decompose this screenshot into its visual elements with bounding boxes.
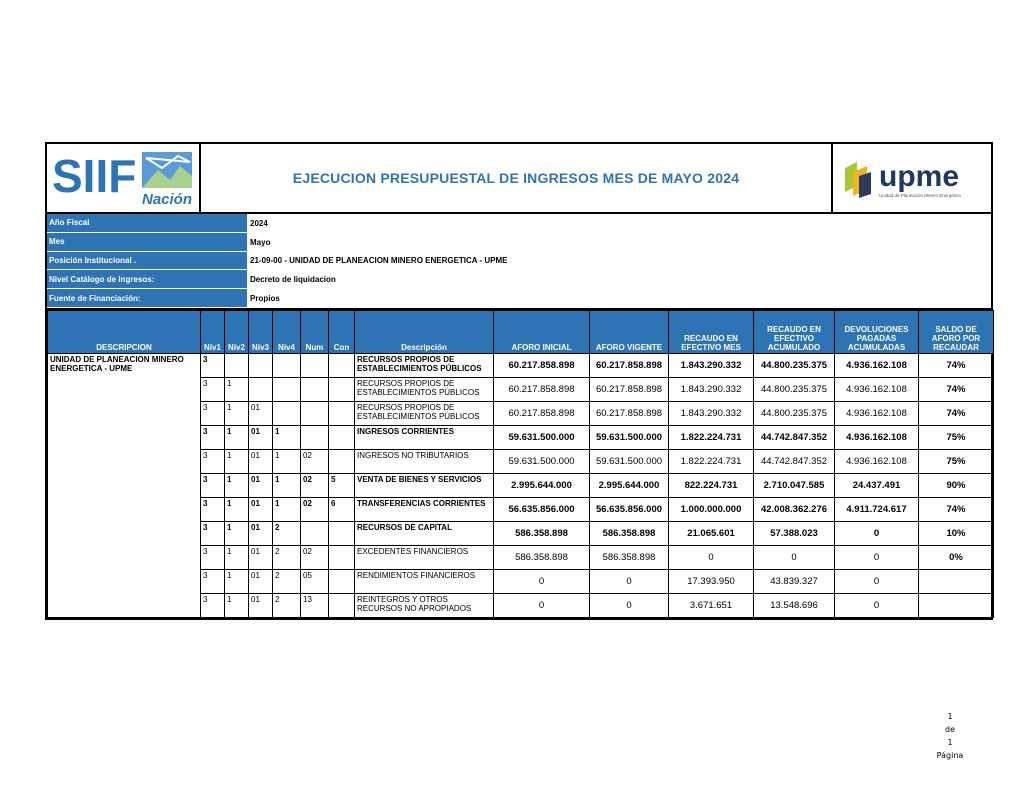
table-cell-devoluciones: 4.936.162.108 [835, 425, 919, 449]
table-cell-niv3: 01 [249, 401, 273, 425]
entity-cell [48, 593, 201, 617]
table-cell-aforo-vigente: 586.358.898 [590, 545, 669, 569]
table-cell-con [329, 593, 355, 617]
table-cell-recaudo-acum: 44.800.235.375 [754, 353, 835, 377]
table-cell-aforo-inicial: 0 [494, 569, 590, 593]
upme-logo-subtext: Unidad de Planeación Minero Energética [879, 193, 961, 198]
table-cell-niv1: 3 [201, 377, 225, 401]
table-cell-devoluciones: 4.911.724.617 [835, 497, 919, 521]
table-cell-recaudo-mes: 1.822.224.731 [669, 449, 754, 473]
meta-value: 21-09-00 - UNIDAD DE PLANEACION MINERO ENERGETICA - UPME [250, 256, 508, 266]
table-cell-recaudo-acum: 43.839.327 [754, 569, 835, 593]
table-cell-recaudo-acum: 44.742.847.352 [754, 449, 835, 473]
table-cell-num [301, 521, 329, 545]
page-number: 1 [947, 712, 953, 721]
table-row [48, 545, 994, 569]
table-cell-recaudo-acum: 0 [754, 545, 835, 569]
table-cell-aforo-vigente: 56.635.856.000 [590, 497, 669, 521]
table-cell-devoluciones: 0 [835, 569, 919, 593]
table-cell-niv2: 1 [225, 569, 249, 593]
table-cell-niv1: 3 [201, 569, 225, 593]
table-cell-desc: RECURSOS PROPIOS DE ESTABLECIMIENTOS PÚBLICOS [355, 353, 494, 377]
column-header: SALDO DE AFORO POR RECAUDAR [919, 310, 994, 353]
column-header: RECAUDO EN EFECTIVO ACUMULADO [754, 310, 835, 353]
table-cell-niv1: 3 [201, 425, 225, 449]
column-header: DESCRIPCION [48, 310, 201, 353]
table-cell-aforo-vigente: 0 [590, 569, 669, 593]
table-cell-niv2: 1 [225, 497, 249, 521]
meta-label: Posición Institucional . [47, 252, 247, 271]
table-cell-niv4: 2 [273, 593, 301, 617]
table-cell-niv4: 1 [273, 473, 301, 497]
column-header: AFORO INICIAL [494, 310, 590, 353]
meta-row-posicion [47, 252, 991, 271]
meta-value: Mayo [250, 237, 271, 247]
table-cell-con [329, 569, 355, 593]
table-cell-niv1: 3 [201, 497, 225, 521]
meta-value: 2024 [250, 218, 268, 228]
table-cell-devoluciones: 4.936.162.108 [835, 401, 919, 425]
column-header: Niv4 [273, 310, 301, 353]
table-cell-num: 13 [301, 593, 329, 617]
table-cell-recaudo-acum: 44.800.235.375 [754, 401, 835, 425]
table-cell-num [301, 425, 329, 449]
meta-row-fuente [47, 289, 991, 308]
report-metadata [47, 214, 991, 310]
table-cell-aforo-inicial: 60.217.858.898 [494, 377, 590, 401]
table-cell-con [329, 521, 355, 545]
table-cell-niv3: 01 [249, 449, 273, 473]
column-header: Niv1 [201, 310, 225, 353]
table-cell-aforo-vigente: 59.631.500.000 [590, 449, 669, 473]
meta-row-nivel [47, 270, 991, 289]
table-cell-aforo-vigente: 60.217.858.898 [590, 401, 669, 425]
page-footer [920, 710, 980, 762]
table-cell-recaudo-acum: 42.008.362.276 [754, 497, 835, 521]
table-row [48, 425, 994, 449]
entity-cell [48, 569, 201, 593]
table-cell-desc: RECURSOS DE CAPITAL [355, 521, 494, 545]
table-cell-recaudo-acum: 13.548.696 [754, 593, 835, 617]
table-cell-saldo: 74% [919, 401, 994, 425]
table-cell-con [329, 449, 355, 473]
table-cell-desc: RECURSOS PROPIOS DE ESTABLECIMIENTOS PÚBLICOS [355, 401, 494, 425]
entity-cell [48, 545, 201, 569]
table-cell-recaudo-mes: 3.671.651 [669, 593, 754, 617]
page-of-label: de [945, 725, 955, 734]
table-cell-niv4: 2 [273, 569, 301, 593]
siif-nacion-logo [47, 144, 201, 212]
table-cell-num: 05 [301, 569, 329, 593]
table-cell-desc: REINTEGROS Y OTROS RECURSOS NO APROPIADOS [355, 593, 494, 617]
table-cell-recaudo-mes: 822.224.731 [669, 473, 754, 497]
table-cell-niv4: 1 [273, 425, 301, 449]
table-cell-devoluciones: 4.936.162.108 [835, 353, 919, 377]
table-row [48, 449, 994, 473]
entity-cell [48, 377, 201, 401]
report-sheet [45, 142, 993, 620]
table-cell-niv4: 1 [273, 449, 301, 473]
table-cell-aforo-inicial: 586.358.898 [494, 521, 590, 545]
table-cell-recaudo-acum: 44.742.847.352 [754, 425, 835, 449]
table-cell-saldo: 75% [919, 425, 994, 449]
table-cell-saldo [919, 569, 994, 593]
table-cell-num: 02 [301, 497, 329, 521]
table-cell-niv2: 1 [225, 377, 249, 401]
table-cell-saldo: 75% [919, 449, 994, 473]
table-cell-aforo-vigente: 0 [590, 593, 669, 617]
upme-logo [831, 144, 991, 212]
meta-row-anio [47, 214, 991, 233]
meta-label: Mes [47, 233, 247, 252]
table-cell-aforo-inicial: 59.631.500.000 [494, 449, 590, 473]
table-cell-con [329, 353, 355, 377]
table-cell-num: 02 [301, 449, 329, 473]
column-header: Niv2 [225, 310, 249, 353]
table-cell-devoluciones: 0 [835, 593, 919, 617]
siif-logo-subtext: Nación [142, 191, 193, 208]
table-cell-aforo-inicial: 59.631.500.000 [494, 425, 590, 449]
table-cell-niv2: 1 [225, 425, 249, 449]
table-cell-niv3 [249, 353, 273, 377]
table-cell-num: 02 [301, 473, 329, 497]
entity-cell [48, 497, 201, 521]
report-title: EJECUCION PRESUPUESTAL DE INGRESOS MES DE MAYO 2024 [292, 170, 740, 186]
table-cell-niv2: 1 [225, 593, 249, 617]
table-cell-desc: RENDIMIENTOS FINANCIEROS [355, 569, 494, 593]
table-cell-saldo: 90% [919, 473, 994, 497]
table-row [48, 353, 994, 377]
entity-cell [48, 401, 201, 425]
table-cell-niv2 [225, 353, 249, 377]
table-cell-niv3 [249, 377, 273, 401]
table-cell-aforo-inicial: 2.995.644.000 [494, 473, 590, 497]
table-cell-saldo: 74% [919, 377, 994, 401]
meta-label: Año Fiscal [47, 214, 247, 233]
entity-cell [48, 473, 201, 497]
table-cell-niv4: 2 [273, 521, 301, 545]
table-cell-recaudo-acum: 57.388.023 [754, 521, 835, 545]
column-header: DEVOLUCIONES PAGADAS ACUMULADAS [835, 310, 919, 353]
table-cell-desc: VENTA DE BIENES Y SERVICIOS [355, 473, 494, 497]
table-cell-num: 02 [301, 545, 329, 569]
entity-cell [48, 449, 201, 473]
table-header-row [48, 310, 994, 353]
table-cell-niv1: 3 [201, 449, 225, 473]
meta-row-mes [47, 233, 991, 252]
table-cell-recaudo-mes: 1.000.000.000 [669, 497, 754, 521]
table-cell-recaudo-acum: 44.800.235.375 [754, 377, 835, 401]
meta-label: Nivel Catálogo de Ingresos: [47, 270, 247, 289]
table-cell-recaudo-mes: 1.843.290.332 [669, 401, 754, 425]
table-cell-niv3: 01 [249, 569, 273, 593]
table-cell-aforo-vigente: 586.358.898 [590, 521, 669, 545]
table-cell-desc: EXCEDENTES FINANCIEROS [355, 545, 494, 569]
table-cell-saldo [919, 593, 994, 617]
table-cell-desc: RECURSOS PROPIOS DE ESTABLECIMIENTOS PÚBLICOS [355, 377, 494, 401]
table-cell-niv1: 3 [201, 401, 225, 425]
table-cell-recaudo-mes: 17.393.950 [669, 569, 754, 593]
meta-value: Decreto de liquidacion [250, 275, 336, 285]
table-cell-niv4: 1 [273, 497, 301, 521]
table-row [48, 377, 994, 401]
table-row [48, 473, 994, 497]
column-header: AFORO VIGENTE [590, 310, 669, 353]
meta-value: Propios [250, 294, 280, 304]
entity-name: UNIDAD DE PLANEACION MINERO ENERGETICA - UPME [48, 353, 201, 377]
table-cell-aforo-inicial: 60.217.858.898 [494, 401, 590, 425]
table-cell-con: 6 [329, 497, 355, 521]
siif-logo-text: SIIF [52, 150, 137, 202]
table-cell-niv1: 3 [201, 473, 225, 497]
table-cell-num [301, 401, 329, 425]
column-header: Niv3 [249, 310, 273, 353]
entity-cell [48, 521, 201, 545]
column-header: RECAUDO EN EFECTIVO MES [669, 310, 754, 353]
table-cell-aforo-inicial: 60.217.858.898 [494, 353, 590, 377]
table-cell-niv2: 1 [225, 401, 249, 425]
table-cell-saldo: 74% [919, 497, 994, 521]
table-cell-recaudo-mes: 1.843.290.332 [669, 353, 754, 377]
table-cell-con [329, 377, 355, 401]
table-cell-aforo-inicial: 56.635.856.000 [494, 497, 590, 521]
table-cell-niv3: 01 [249, 425, 273, 449]
table-cell-desc: TRANSFERENCIAS CORRIENTES [355, 497, 494, 521]
table-row [48, 497, 994, 521]
table-cell-con [329, 401, 355, 425]
table-row [48, 593, 994, 617]
page-label: Página [936, 751, 964, 760]
column-header: Descripción [355, 310, 494, 353]
table-cell-niv4 [273, 377, 301, 401]
table-cell-desc: INGRESOS CORRIENTES [355, 425, 494, 449]
table-cell-saldo: 0% [919, 545, 994, 569]
report-header [47, 144, 991, 214]
table-row [48, 569, 994, 593]
table-cell-devoluciones: 24.437.491 [835, 473, 919, 497]
table-cell-niv3: 01 [249, 473, 273, 497]
table-cell-niv2: 1 [225, 521, 249, 545]
column-header: Num [301, 310, 329, 353]
income-execution-table [47, 310, 994, 618]
table-cell-aforo-vigente: 60.217.858.898 [590, 377, 669, 401]
table-cell-saldo: 10% [919, 521, 994, 545]
table-cell-niv1: 3 [201, 593, 225, 617]
table-cell-niv4 [273, 353, 301, 377]
table-cell-recaudo-mes: 1.822.224.731 [669, 425, 754, 449]
table-cell-aforo-inicial: 586.358.898 [494, 545, 590, 569]
table-cell-devoluciones: 4.936.162.108 [835, 377, 919, 401]
table-cell-niv2: 1 [225, 449, 249, 473]
table-cell-niv3: 01 [249, 545, 273, 569]
table-row [48, 521, 994, 545]
table-cell-aforo-inicial: 0 [494, 593, 590, 617]
table-cell-devoluciones: 4.936.162.108 [835, 449, 919, 473]
table-cell-niv4 [273, 401, 301, 425]
entity-cell [48, 425, 201, 449]
table-cell-niv1: 3 [201, 545, 225, 569]
table-row [48, 401, 994, 425]
page-total: 1 [947, 738, 953, 747]
table-cell-saldo: 74% [919, 353, 994, 377]
table-cell-con: 5 [329, 473, 355, 497]
table-cell-num [301, 353, 329, 377]
table-cell-num [301, 377, 329, 401]
table-cell-devoluciones: 0 [835, 545, 919, 569]
table-cell-recaudo-mes: 0 [669, 545, 754, 569]
table-cell-con [329, 545, 355, 569]
table-cell-devoluciones: 0 [835, 521, 919, 545]
table-cell-aforo-vigente: 2.995.644.000 [590, 473, 669, 497]
table-cell-niv3: 01 [249, 497, 273, 521]
table-cell-recaudo-mes: 21.065.601 [669, 521, 754, 545]
upme-logo-text: upme [879, 160, 960, 193]
table-cell-niv3: 01 [249, 593, 273, 617]
table-cell-niv4: 2 [273, 545, 301, 569]
table-cell-niv1: 3 [201, 353, 225, 377]
table-cell-con [329, 425, 355, 449]
table-cell-desc: INGRESOS NO TRIBUTARIOS [355, 449, 494, 473]
table-cell-aforo-vigente: 60.217.858.898 [590, 353, 669, 377]
table-cell-recaudo-mes: 1.843.290.332 [669, 377, 754, 401]
table-cell-recaudo-acum: 2.710.047.585 [754, 473, 835, 497]
table-cell-niv2: 1 [225, 545, 249, 569]
table-cell-niv2: 1 [225, 473, 249, 497]
table-cell-aforo-vigente: 59.631.500.000 [590, 425, 669, 449]
table-cell-niv3: 01 [249, 521, 273, 545]
column-header: Con [329, 310, 355, 353]
table-cell-niv1: 3 [201, 521, 225, 545]
meta-label: Fuente de Financiación: [47, 289, 247, 308]
